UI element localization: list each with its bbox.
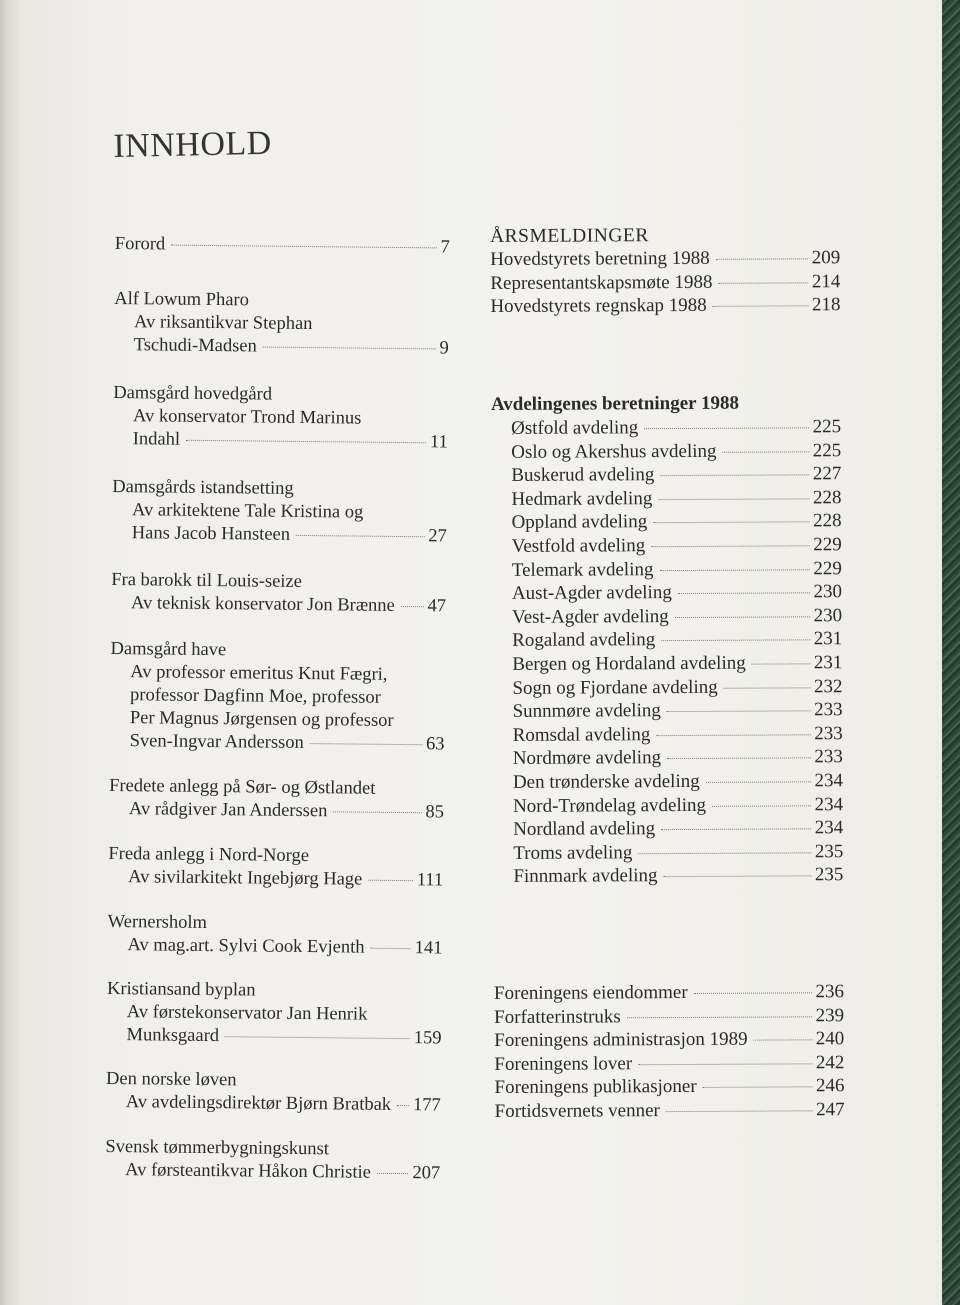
- page-number: 235: [814, 864, 844, 886]
- toc-line: [494, 1027, 844, 1052]
- dot-leader: [225, 1036, 410, 1039]
- entry-label: Vest-Agder avdeling: [511, 605, 669, 628]
- toc-entry-freda: Freda anlegg i Nord-Norge Av sivilarkitekt Ingebjørg Hage 111: [108, 843, 444, 891]
- page-number: 9: [439, 338, 449, 359]
- toc-line: Av mag.art. Sylvi Cook Evjenth 141: [127, 935, 443, 959]
- toc-line: [494, 1004, 844, 1029]
- page-number: 111: [416, 870, 444, 891]
- entry-label: Hovedstyrets beretning 1988: [490, 247, 710, 270]
- toc-entry-hovedgard: Damsgård hovedgård Av konservator Trond Marinus Indahl 11: [113, 382, 448, 453]
- page-number: 230: [813, 581, 842, 603]
- toc-line: [512, 580, 842, 605]
- page-number: 233: [814, 746, 843, 768]
- dot-leader: [667, 758, 810, 760]
- dot-leader: [712, 805, 811, 807]
- toc-line: [513, 816, 843, 841]
- toc-line: [512, 675, 842, 700]
- dot-leader: [678, 592, 810, 594]
- section-heading: ÅRSMELDINGER: [490, 225, 649, 247]
- toc-line: Indahl 11: [132, 429, 448, 453]
- page-number: 229: [813, 557, 842, 579]
- toc-line: [512, 604, 842, 629]
- dot-leader: [716, 258, 808, 259]
- toc-line: [511, 510, 841, 535]
- toc-line: [490, 270, 840, 295]
- dot-leader: [296, 535, 424, 537]
- entry-label: Telemark avdeling: [511, 558, 654, 581]
- dot-leader: [675, 616, 810, 618]
- toc-right-column: [490, 223, 845, 1122]
- page-number: 231: [813, 652, 843, 674]
- page-number: 230: [813, 604, 843, 627]
- dot-leader: [660, 475, 808, 477]
- toc-entry-wernersholm: Wernersholm Av mag.art. Sylvi Cook Evjenth 141: [107, 911, 443, 959]
- toc-line: Hans Jacob Hansteen 27: [131, 523, 447, 547]
- page-number: 228: [813, 510, 842, 532]
- toc-line: [511, 486, 841, 511]
- page-number: 227: [812, 463, 842, 485]
- page-number: 232: [813, 675, 843, 697]
- toc-line: [513, 769, 843, 794]
- dot-leader: [638, 1063, 812, 1065]
- toc-entry-kristiansand: Kristiansand byplan Av førstekonservator Jan Henrik Munksgaard 159: [106, 978, 442, 1049]
- page-number: 225: [812, 416, 842, 438]
- entry-label: Hedmark avdeling: [511, 487, 653, 510]
- toc-line: [513, 745, 843, 770]
- dot-leader: [667, 710, 810, 712]
- entry-label: Den trønderske avdeling: [512, 770, 700, 793]
- page-number: 159: [413, 1028, 442, 1049]
- dot-leader: [263, 347, 436, 350]
- dot-leader: [653, 522, 809, 524]
- page-number: 214: [811, 270, 841, 292]
- entry-label: Foreningens administrasjon 1989: [494, 1028, 748, 1052]
- page-number: 11: [429, 432, 448, 453]
- toc-line: [494, 980, 844, 1005]
- page-number: 218: [811, 294, 841, 316]
- dot-leader: [371, 948, 411, 949]
- dot-leader: [661, 828, 811, 830]
- dot-leader: [754, 1040, 812, 1041]
- toc-entry-have: Damsgård have Av professor emeritus Knut Fægri, professor Dagfinn Moe, professor Per Magnus Jørgensen og professor Sven-Ingvar Andersson 63: [110, 638, 445, 755]
- page-number: 85: [425, 802, 445, 823]
- dot-leader: [401, 606, 424, 607]
- toc-entry-barokk: Fra barokk til Louis-seize Av teknisk konservator Jon Brænne 47: [111, 569, 447, 617]
- entry-label: Oppland avdeling: [511, 511, 648, 534]
- entry-label: Buskerud avdeling: [511, 464, 655, 487]
- page-number: 234: [814, 817, 844, 839]
- entry-label: Foreningens eiendommer: [493, 981, 688, 1004]
- dot-leader: [186, 440, 426, 444]
- toc-line: [512, 651, 842, 676]
- toc-entry-istandsetting: Damsgårds istandsetting Av arkitektene Tale Kristina og Hans Jacob Hansteen 27: [112, 476, 447, 547]
- toc-line: [495, 1098, 845, 1123]
- page-number: 228: [812, 486, 842, 509]
- page-number: 177: [412, 1095, 441, 1116]
- entry-label: Sunnmøre avdeling: [512, 700, 661, 723]
- entry-label: Nord-Trøndelag avdeling: [512, 794, 707, 817]
- dot-leader: [627, 1016, 812, 1018]
- page-number: 242: [815, 1051, 845, 1074]
- background-fabric: [940, 0, 960, 1305]
- toc-line: Av avdelingsdirektør Bjørn Bratbak 177: [125, 1092, 441, 1116]
- toc-line: Tschudi-Madsen 9: [133, 335, 449, 359]
- page-number: 234: [814, 793, 844, 815]
- toc-line: [512, 533, 842, 558]
- page-number: 239: [815, 1004, 845, 1026]
- page-number: 63: [426, 734, 445, 755]
- entry-label: Fortidsvernets venner: [494, 1100, 660, 1122]
- toc-line: Av teknisk konservator Jon Brænne 47: [130, 593, 447, 617]
- page-number: 233: [814, 722, 843, 745]
- toc-line: [511, 462, 841, 487]
- toc-line: Sven-Ingvar Andersson 63: [129, 731, 445, 755]
- dot-leader: [638, 852, 810, 854]
- toc-line: [494, 1051, 844, 1076]
- entry-label: Nordland avdeling: [513, 818, 656, 840]
- entry-label: Hovedstyrets regnskap 1988: [490, 295, 707, 318]
- toc-line: [513, 793, 843, 818]
- dot-leader: [377, 1173, 409, 1174]
- dot-leader: [661, 640, 810, 642]
- toc-line: Av sivilarkitekt Ingebjørg Hage 111: [128, 867, 444, 891]
- page-title: INNHOLD: [113, 124, 273, 165]
- page-number: 141: [414, 938, 443, 959]
- entry-label: Romsdal avdeling: [512, 723, 651, 746]
- page-number: 233: [813, 699, 843, 721]
- toc-line: [511, 415, 841, 440]
- dot-leader: [718, 282, 807, 283]
- section-foreningen: [494, 980, 845, 1123]
- dot-leader: [651, 545, 809, 547]
- page-number: 27: [428, 526, 447, 547]
- dot-leader: [368, 880, 413, 881]
- entry-label: Bergen og Hordaland avdeling: [512, 652, 746, 675]
- page-number: 247: [816, 1099, 845, 1121]
- dot-leader: [659, 569, 809, 571]
- toc-line: Forord 7: [114, 233, 450, 258]
- toc-line: [512, 628, 842, 653]
- page-number: 236: [815, 981, 845, 1003]
- dot-leader: [656, 734, 810, 736]
- toc-line: Munksgaard 159: [126, 1025, 442, 1049]
- dot-leader: [663, 876, 810, 878]
- dot-leader: [706, 781, 811, 783]
- dot-leader: [397, 1105, 409, 1106]
- book-page: [20, 0, 942, 1305]
- toc-line: [513, 840, 843, 865]
- entry-label: Østfold avdeling: [511, 417, 639, 439]
- dot-leader: [171, 245, 436, 249]
- toc-line: [513, 722, 843, 747]
- toc-line: Av førsteantikvar Håkon Christie 207: [125, 1160, 441, 1184]
- entry-label: Sogn og Fjordane avdeling: [512, 676, 718, 699]
- section-arsmeldinger: [490, 223, 840, 319]
- toc-line: Av rådgiver Jan Anderssen 85: [128, 799, 445, 823]
- entry-label: Troms avdeling: [513, 841, 633, 864]
- entry-label: Forfatterinstruks: [494, 1005, 621, 1028]
- entry-label: Representantskapsmøte 1988: [490, 271, 713, 294]
- page-number: 229: [813, 534, 842, 556]
- entry-label: Finnmark avdeling: [513, 865, 658, 888]
- page-number: 207: [412, 1163, 441, 1184]
- entry-label: Rogaland avdeling: [512, 629, 656, 652]
- dot-leader: [724, 687, 810, 688]
- toc-left-column: [105, 228, 450, 1184]
- toc-line: [490, 246, 840, 271]
- previous-page-edge: [0, 0, 21, 1305]
- toc-entry-svensk: Svensk tømmerbygningskunst Av førsteantikvar Håkon Christie 207: [105, 1136, 441, 1184]
- page-number: 225: [812, 439, 842, 461]
- page-number: 231: [813, 628, 843, 650]
- page-number: 209: [811, 247, 841, 269]
- dot-leader: [310, 743, 422, 745]
- dot-leader: [666, 1110, 812, 1112]
- toc-entry-pharo: Alf Lowum Pharo Av riksantikvar Stephan Tschudi-Madsen 9: [114, 288, 449, 359]
- entry-label: Foreningens lover: [494, 1053, 633, 1075]
- section-heading: Avdelingenes beretninger 1988: [490, 392, 740, 415]
- toc-entry-loven: Den norske løven Av avdelingsdirektør Bjørn Bratbak 177: [105, 1068, 441, 1116]
- dot-leader: [722, 451, 808, 452]
- toc-line: [490, 293, 840, 318]
- entry-label: Nordmøre avdeling: [512, 747, 662, 770]
- dot-leader: [333, 811, 421, 813]
- entry-label: Oslo og Akershus avdeling: [511, 440, 717, 463]
- toc-line: [512, 698, 842, 723]
- page-number: 240: [815, 1028, 845, 1050]
- toc-line: [512, 557, 842, 582]
- dot-leader: [658, 498, 809, 500]
- dot-leader: [644, 427, 808, 429]
- toc-line: [511, 439, 841, 464]
- dot-leader: [703, 1087, 812, 1089]
- section-avdelinger: [491, 391, 844, 889]
- toc-entry-forord: [115, 233, 450, 260]
- toc-line: [494, 1075, 844, 1100]
- page-number: 234: [814, 770, 843, 792]
- page-number: 47: [427, 596, 447, 617]
- toc-entry-fredete: Fredete anlegg på Sør- og Østlandet Av rådgiver Jan Anderssen 85: [109, 775, 445, 823]
- dot-leader: [694, 992, 812, 994]
- page-number: 246: [815, 1075, 845, 1097]
- page-number: 235: [814, 840, 844, 862]
- toc-line: [513, 863, 843, 888]
- dot-leader: [713, 306, 808, 307]
- dot-leader: [752, 663, 810, 664]
- entry-label: Foreningens publikasjoner: [494, 1076, 697, 1099]
- entry-label: Aust-Agder avdeling: [511, 582, 672, 605]
- page-number: 7: [440, 237, 450, 258]
- entry-label: Vestfold avdeling: [511, 535, 646, 557]
